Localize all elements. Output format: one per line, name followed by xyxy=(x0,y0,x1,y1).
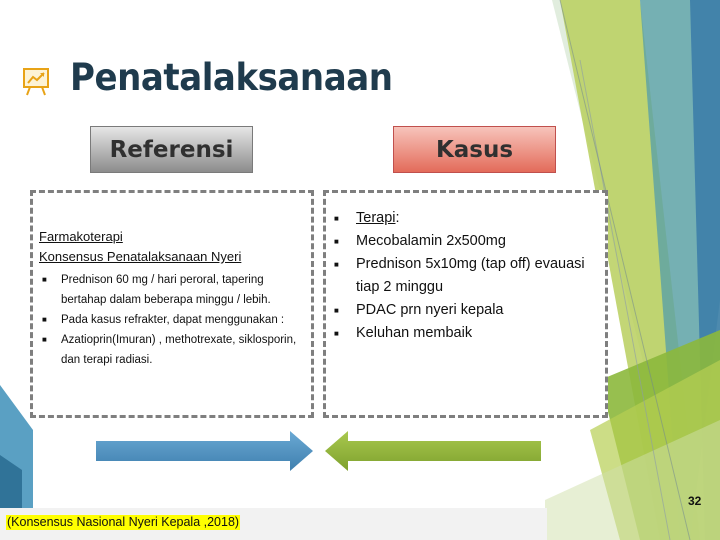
citation-note: (Konsensus Nasional Nyeri Kepala ,2018) xyxy=(7,515,240,529)
list-item: ■ Azatioprin(Imuran) , methotrexate, siklosporin, dan terapi radiasi. xyxy=(39,330,305,370)
list-item: ■ Mecobalamin 2x500mg xyxy=(331,230,599,253)
bullet-square-icon: ■ xyxy=(42,335,47,344)
list-item: ■ Prednison 5x10mg (tap off) evauasi tiap 2 minggu xyxy=(331,253,599,299)
list-item: ■ Terapi: xyxy=(331,207,599,230)
kasus-header: Kasus xyxy=(393,126,556,173)
list-item: ■ Pada kasus refrakter, dapat menggunakan : xyxy=(39,310,305,330)
bullet-square-icon: ■ xyxy=(42,275,47,284)
bullet-square-icon: ■ xyxy=(42,315,47,324)
bullet-square-icon: ■ xyxy=(334,329,339,338)
arrow-right-icon xyxy=(96,431,313,471)
terapi-label: Terapi xyxy=(356,210,396,226)
referensi-line-konsensus: Konsensus Penatalaksanaan Nyeri xyxy=(39,249,242,264)
bullet-square-icon: ■ xyxy=(334,260,339,269)
slide-title: Penatalaksanaan xyxy=(70,56,393,99)
list-item: ■ Prednison 60 mg / hari peroral, tapering bertahap dalam beberapa minggu / lebih. xyxy=(39,270,305,310)
arrow-left-icon xyxy=(325,431,541,471)
bullet-square-icon: ■ xyxy=(334,237,339,246)
list-item: ■ Keluhan membaik xyxy=(331,322,599,345)
referensi-line-farmakoterapi: Farmakoterapi xyxy=(39,229,123,244)
referensi-header: Referensi xyxy=(90,126,253,173)
list-item: ■ PDAC prn nyeri kepala xyxy=(331,299,599,322)
bullet-square-icon: ■ xyxy=(334,214,339,223)
bullet-square-icon: ■ xyxy=(334,306,339,315)
page-number: 32 xyxy=(688,494,702,508)
